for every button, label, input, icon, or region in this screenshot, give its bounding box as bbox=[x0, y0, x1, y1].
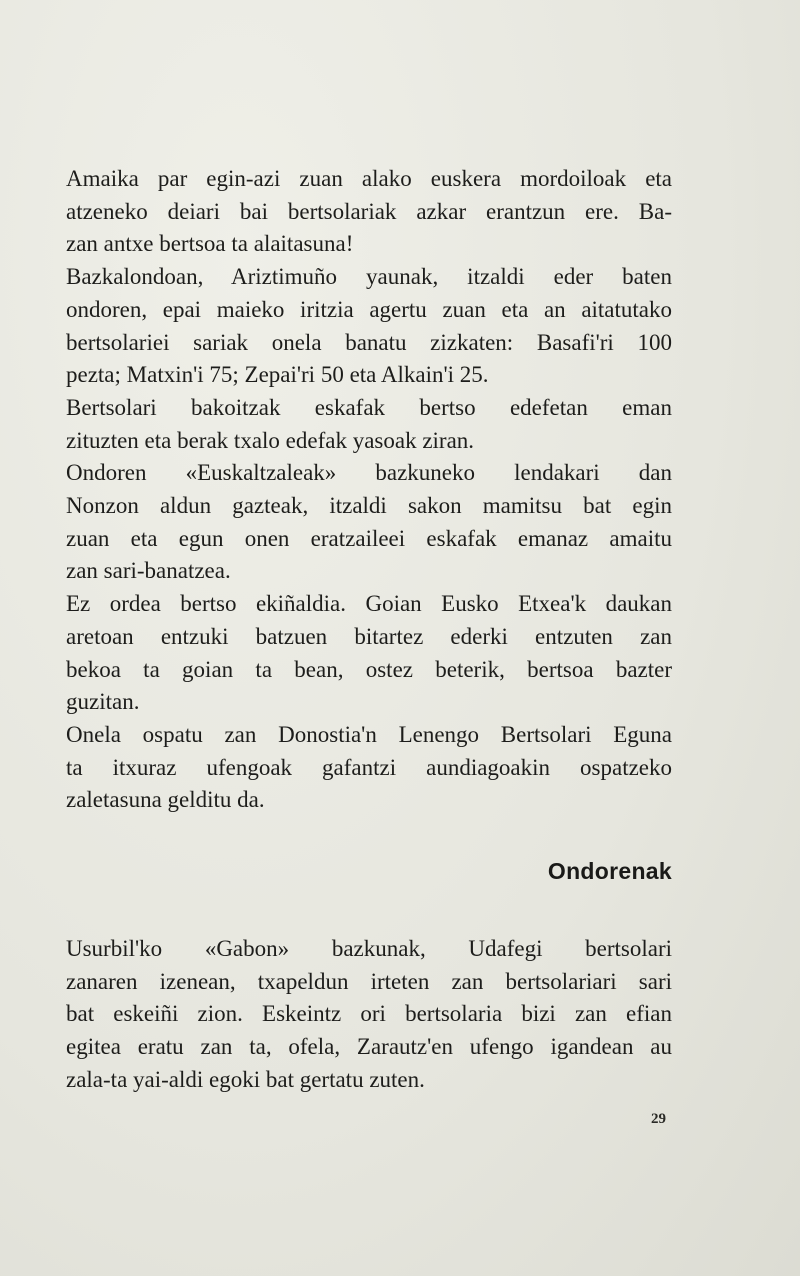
text-line: ondoren, epai maieko iritzia agertu zuan eta an aitatutako bbox=[66, 296, 672, 322]
text-line: zala-ta yai-aldi egoki bat gertatu zuten. bbox=[66, 1066, 425, 1092]
body-text-bottom bbox=[66, 933, 672, 1097]
paragraph bbox=[66, 719, 672, 817]
text-line: Nonzon aldun gazteak, itzaldi sakon mamitsu bat egin bbox=[66, 493, 672, 519]
paragraph bbox=[66, 588, 672, 719]
text-line: Usurbil'ko «Gabon» bazkunak, Udafegi bertsolari bbox=[66, 936, 672, 961]
text-line: bekoa ta goian ta bean, ostez beterik, bertsoa bazter bbox=[66, 656, 672, 682]
text-line: ta itxuraz ufengoak gafantzi aundiagoakin ospatzeko bbox=[66, 754, 672, 780]
section-heading: Ondorenak bbox=[547, 858, 672, 884]
text-line: bat eskeiñi zion. Eskeintz ori bertsolaria bizi zan efian bbox=[66, 1001, 672, 1027]
text-line: bertsolariei sariak onela banatu zizkaten: Basafi'ri 100 bbox=[66, 329, 672, 355]
paragraph bbox=[66, 933, 672, 1097]
paragraph bbox=[66, 392, 672, 457]
text-line: egitea eratu zan ta, ofela, Zarautz'en ufengo igandean au bbox=[66, 1034, 672, 1060]
paragraph bbox=[66, 457, 672, 588]
text-line: pezta; Matxin'i 75; Zepai'ri 50 eta Alkain'i 25. bbox=[66, 362, 489, 388]
text-line: Amaika par egin-azi zuan alako euskera mordoiloak eta bbox=[66, 166, 672, 191]
text-line: Ondoren «Euskaltzaleak» bazkuneko lendakari dan bbox=[66, 460, 672, 486]
text-line: zituzten eta berak txalo edefak yasoak ziran. bbox=[66, 427, 475, 453]
text-line: atzeneko deiari bai bertsolariak azkar erantzun ere. Ba- bbox=[66, 198, 672, 224]
text-line: Bertsolari bakoitzak eskafak bertso edefetan eman bbox=[66, 394, 672, 420]
paragraph bbox=[66, 261, 672, 392]
paragraph bbox=[66, 163, 672, 261]
text-line: Onela ospatu zan Donostia'n Lenengo Bertsolari Eguna bbox=[66, 721, 672, 747]
text-line: zaletasuna gelditu da. bbox=[66, 787, 265, 813]
body-text-top bbox=[66, 163, 672, 817]
page-number: 29 bbox=[651, 1111, 666, 1127]
text-line: zan sari-banatzea. bbox=[66, 558, 231, 584]
text-line: guzitan. bbox=[66, 689, 140, 715]
text-line: aretoan entzuki batzuen bitartez ederki entzuten zan bbox=[66, 623, 672, 649]
text-line: zan antxe bertsoa ta alaitasuna! bbox=[66, 231, 354, 257]
text-line: Ez ordea bertso ekiñaldia. Goian Eusko Etxea'k daukan bbox=[66, 591, 672, 617]
text-line: zanaren izenean, txapeldun irteten zan bertsolariari sari bbox=[66, 968, 672, 994]
text-line: zuan eta egun onen eratzaileei eskafak emanaz amaitu bbox=[66, 525, 672, 551]
text-line: Bazkalondoan, Ariztimuño yaunak, itzaldi eder baten bbox=[66, 264, 672, 290]
